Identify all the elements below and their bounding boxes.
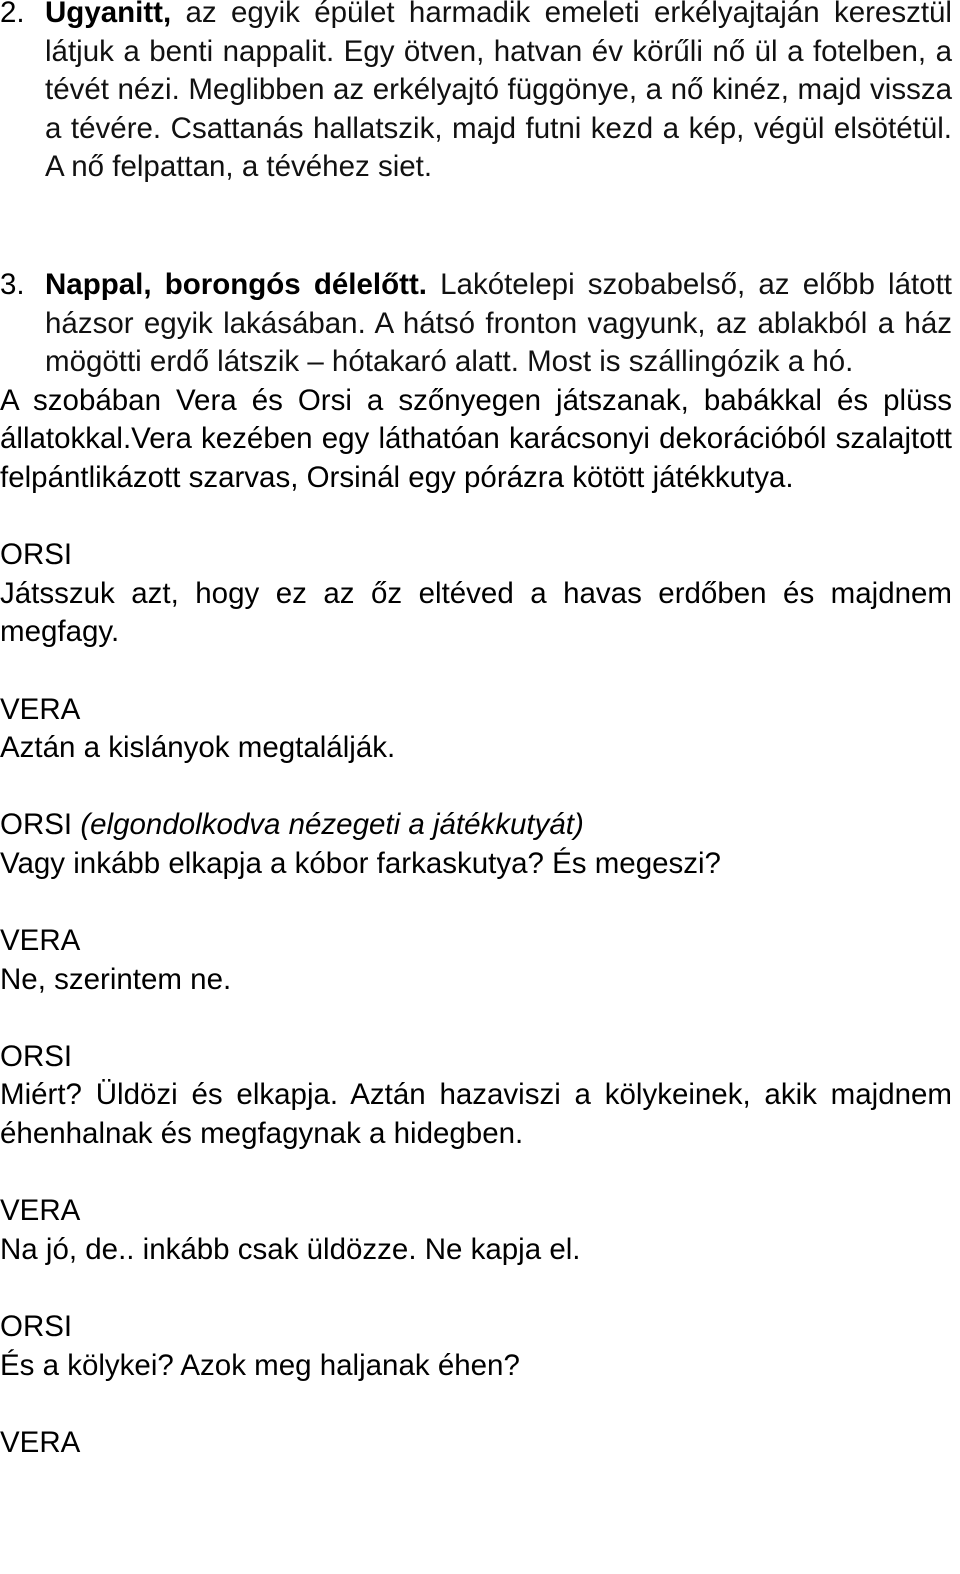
scene-description: Lakótelepi szobabelső, az előbb látott házsor egyik lakásában. A hátsó fronton vagyunk, az ablakból a ház mögötti erdő látszik – hótakaró alatt. Most is szállingózik a hó. <box>45 267 952 379</box>
scene-3 <box>0 266 952 382</box>
scene-2 <box>0 0 952 187</box>
dialogue-line: És a kölykei? Azok meg haljanak éhen? <box>0 1348 520 1382</box>
action-paragraph: A szobában Vera és Orsi a szőnyegen játszanak, babákkal és plüss állatokkal.Vera kezében egy láthatóan karácsonyi dekorációból szalajtott felpántlikázott szarvas, Orsinál egy pórázra kötött játékkutya. <box>0 383 952 494</box>
scene-number: 3. <box>0 267 25 301</box>
scene-heading: Ugyanitt, <box>45 0 172 29</box>
dialogue-line: Aztán a kislányok megtalálják. <box>0 731 396 765</box>
spacer <box>0 498 960 537</box>
dialogue-block <box>0 806 960 883</box>
dialogue-line: Vagy inkább elkapja a kóbor farkaskutya? És megeszi? <box>0 846 721 880</box>
speaker-name: VERA <box>0 1194 81 1228</box>
dialogue-block <box>0 691 960 768</box>
dialogue-block <box>0 1308 960 1385</box>
spacer <box>0 1154 960 1193</box>
speaker-name: ORSI <box>0 1039 73 1073</box>
dialogue-line: Miért? Üldözi és elkapja. Aztán hazaviszi a kölykeinek, akik majdnem éhenhalnak és megfagynak a hidegben. <box>0 1078 952 1151</box>
dialogue-line: Na jó, de.. inkább csak üldözze. Ne kapja el. <box>0 1232 581 1266</box>
spacer <box>0 768 960 807</box>
speaker-name: VERA <box>0 924 81 958</box>
dialogue-block <box>0 922 960 999</box>
dialogue-block <box>0 536 960 652</box>
speaker-name: VERA <box>0 1425 81 1459</box>
dialogue-block <box>0 1192 960 1269</box>
spacer <box>0 1385 960 1424</box>
speaker-name: ORSI <box>0 808 73 842</box>
dialogue-line: Ne, szerintem ne. <box>0 962 232 996</box>
scene-heading: Nappal, borongós délelőtt. <box>45 267 427 301</box>
dialogue-block <box>0 1038 960 1154</box>
spacer <box>0 187 960 266</box>
speaker-name: ORSI <box>0 538 73 572</box>
speaker-name: ORSI <box>0 1310 73 1343</box>
dialogue-block <box>0 1424 960 1463</box>
scene-description: az egyik épület harmadik emeleti erkélyajtaján keresztül látjuk a benti nappalit. Egy ötven, hatvan év körűli nő ül a fotelben, a tévét nézi. Meglibben az erkélyajtó függönye, a nő kinéz, majd vissza a tévére. Csattanás hallatszik, majd futni kezd a kép, végül elsötétül. A nő felpattan, a tévéhez siet. <box>45 0 952 184</box>
dialogue-line: Játsszuk azt, hogy ez az őz eltéved a havas erdőben és majdnem megfagy. <box>0 576 952 649</box>
parenthetical: (elgondolkodva nézegeti a játékkutyát) <box>80 808 584 842</box>
spacer <box>0 1269 960 1308</box>
spacer <box>0 652 960 691</box>
spacer <box>0 999 960 1038</box>
speaker-line <box>0 806 952 845</box>
speaker-name: VERA <box>0 692 81 726</box>
scene-number: 2. <box>0 0 25 29</box>
spacer <box>0 883 960 922</box>
